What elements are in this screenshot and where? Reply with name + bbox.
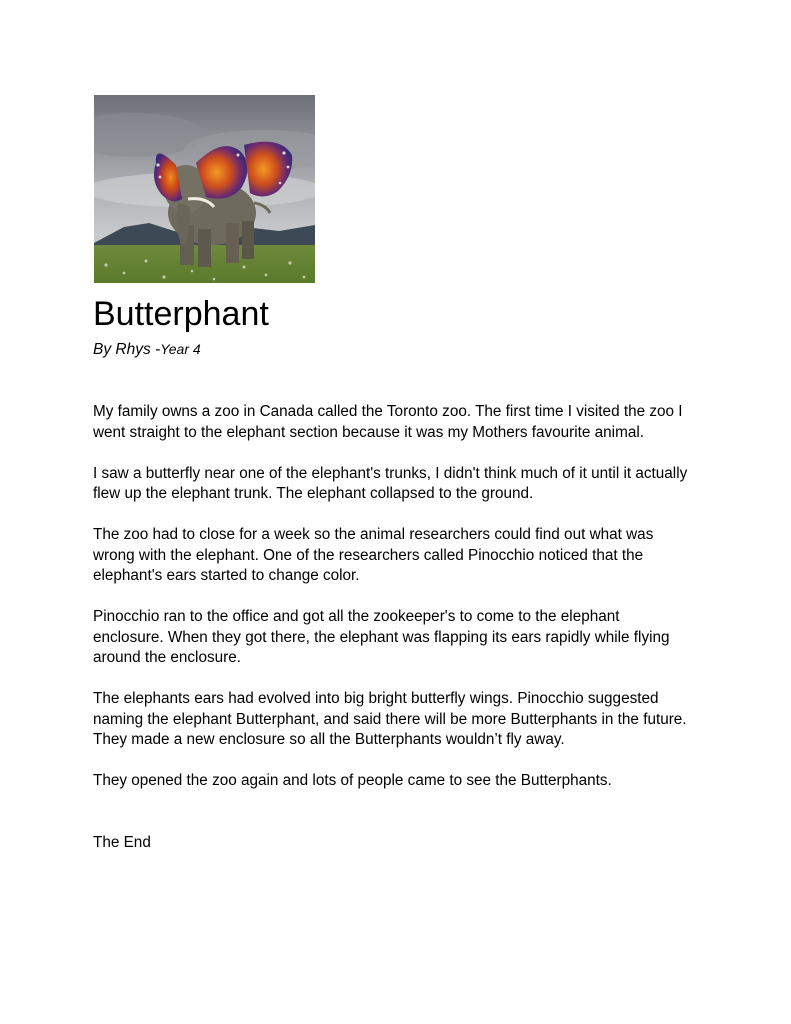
paragraph-line: went straight to the elephant section because it was my Mothers favourite animal.: [93, 423, 644, 441]
paragraph-line: The elephants ears had evolved into big bright butterfly wings. Pinocchio suggested: [93, 690, 659, 707]
paragraph-line: They opened the zoo again and lots of people came to see the Butterphants.: [93, 772, 612, 789]
paragraph-line: My family owns a zoo in Canada called the Toronto zoo. The first time I visited the zoo I: [93, 403, 683, 420]
butterphant-illustration: [94, 95, 315, 283]
paragraph-line: wrong with the elephant. One of the researchers called Pinocchio noticed that the: [93, 546, 644, 564]
story-title: Butterphant: [93, 295, 269, 333]
story-body: [93, 402, 713, 812]
author-year: Year 4: [160, 341, 201, 357]
paragraph-line: around the enclosure.: [93, 649, 241, 666]
paragraph-line: elephant's ears started to change color.: [93, 567, 360, 584]
author-name: By Rhys -: [93, 341, 161, 358]
paragraph-line: They made a new enclosure so all the Butterphants wouldn’t fly away.: [93, 731, 565, 748]
story-paragraph: [93, 525, 713, 587]
story-paragraph: [93, 402, 713, 443]
author-byline: [93, 339, 201, 360]
paragraph-line: Pinocchio ran to the office and got all the zookeeper's to come to the elephant: [93, 608, 620, 625]
paragraph-line: The zoo had to close for a week so the animal researchers could find out what was: [93, 526, 654, 543]
paragraph-line: flew up the elephant trunk. The elephant collapsed to the ground.: [93, 485, 534, 502]
paragraph-line: I saw a butterfly near one of the elephant's trunks, I didn't think much of it until it actually: [93, 464, 688, 482]
story-paragraph: [93, 607, 713, 669]
story-paragraph: [93, 771, 713, 792]
paragraph-line: naming the elephant Butterphant, and said there will be more Butterphants in the future.: [93, 710, 687, 728]
paragraph-line: enclosure. When they got there, the elephant was flapping its ears rapidly while flying: [93, 628, 670, 646]
story-paragraph: [93, 464, 713, 505]
story-paragraph: [93, 689, 713, 751]
closing-text: The End: [93, 834, 151, 851]
